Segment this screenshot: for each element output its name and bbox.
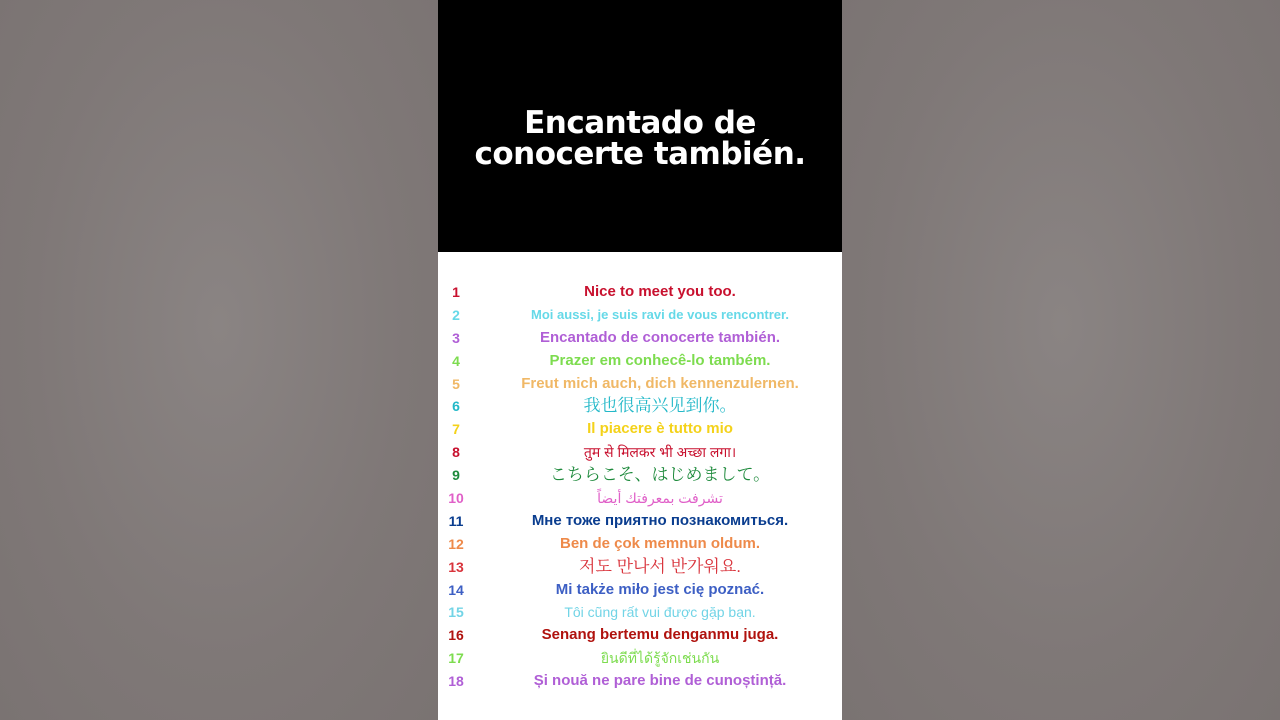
- phrase-number: 13: [448, 558, 464, 575]
- phrase-text: Moi aussi, je suis ravi de vous rencontrer.: [531, 306, 789, 322]
- phrase-text: Encantado de conocerte también.: [539, 328, 781, 346]
- phrase-number: 14: [448, 581, 464, 598]
- phrase-number: 18: [448, 673, 464, 690]
- phrase-number: 1: [452, 284, 460, 300]
- phrase-number: 9: [452, 467, 460, 484]
- phrase-text: Il piacere è tutto mio: [587, 420, 733, 438]
- phrase-number: 5: [452, 375, 460, 392]
- phrase-text: Mi także miło jest cię poznać.: [555, 580, 765, 598]
- phrase-text: 我也很高兴见到你。: [583, 396, 737, 416]
- phrase-row: [438, 533, 842, 556]
- phrase-number: 4: [452, 352, 460, 369]
- phrase-row: [438, 464, 842, 487]
- phrase-row: [438, 510, 842, 533]
- phrase-text: ยินดีที่ได้รู้จักเช่นกัน: [600, 650, 720, 667]
- phrase-text: Tôi cũng rất vui được gặp bạn.: [564, 604, 756, 621]
- phrase-number: 17: [448, 650, 464, 667]
- phrase-number: 6: [452, 398, 460, 415]
- phrase-row: [438, 601, 842, 624]
- phrase-number: 3: [452, 329, 460, 346]
- phrase-row: [438, 350, 842, 373]
- phrase-number: 16: [448, 627, 464, 644]
- phrase-list: [438, 281, 842, 693]
- banner-title: [438, 105, 842, 172]
- phrase-row: [438, 441, 842, 464]
- phrase-row: [438, 373, 842, 396]
- phrase-number: 2: [452, 306, 460, 323]
- phrase-row: [438, 556, 842, 579]
- phrase-number: 15: [448, 604, 464, 621]
- title-banner: [438, 0, 842, 252]
- phrase-number: 11: [448, 512, 464, 529]
- phrase-text: Nice to meet you too.: [584, 283, 736, 300]
- blurred-background-left: [0, 0, 438, 720]
- phrase-text: Și nouă ne pare bine de cunoștință.: [533, 672, 787, 690]
- phrase-row: [438, 281, 842, 304]
- phrase-text: तुम से मिलकर भी अच्छा लगा।: [583, 444, 737, 461]
- phrase-row: [438, 624, 842, 647]
- phrase-row: [438, 304, 842, 327]
- phrase-row: [438, 327, 842, 350]
- phrase-row: [438, 647, 842, 670]
- phrase-row: [438, 418, 842, 441]
- phrase-text: Ben de çok memnun oldum.: [559, 534, 761, 552]
- phrase-row: [438, 395, 842, 418]
- phrase-text: Freut mich auch, dich kennenzulernen.: [521, 374, 799, 392]
- phrase-text: Мне тоже приятно познакомиться.: [531, 511, 789, 529]
- phrase-number: 10: [448, 490, 464, 507]
- phrase-row: [438, 670, 842, 693]
- banner-title-line-1: Encantado de: [524, 105, 756, 141]
- phrase-number: 8: [452, 444, 460, 461]
- video-frame: [438, 0, 842, 720]
- phrase-row: [438, 487, 842, 510]
- phrase-text: 저도 만나서 반가워요.: [579, 556, 741, 576]
- phrase-text: こちらこそ、はじめまして。: [549, 465, 771, 485]
- phrase-text: تشرفت بمعرفتك أيضاً: [597, 490, 723, 507]
- phrase-row: [438, 579, 842, 602]
- phrase-text: Prazer em conhecê-lo também.: [549, 351, 771, 369]
- phrase-number: 7: [452, 421, 460, 438]
- banner-title-line-2: conocerte también.: [474, 136, 806, 172]
- blurred-background-right: [842, 0, 1280, 720]
- phrase-number: 12: [448, 535, 464, 552]
- phrase-text: Senang bertemu denganmu juga.: [541, 626, 779, 644]
